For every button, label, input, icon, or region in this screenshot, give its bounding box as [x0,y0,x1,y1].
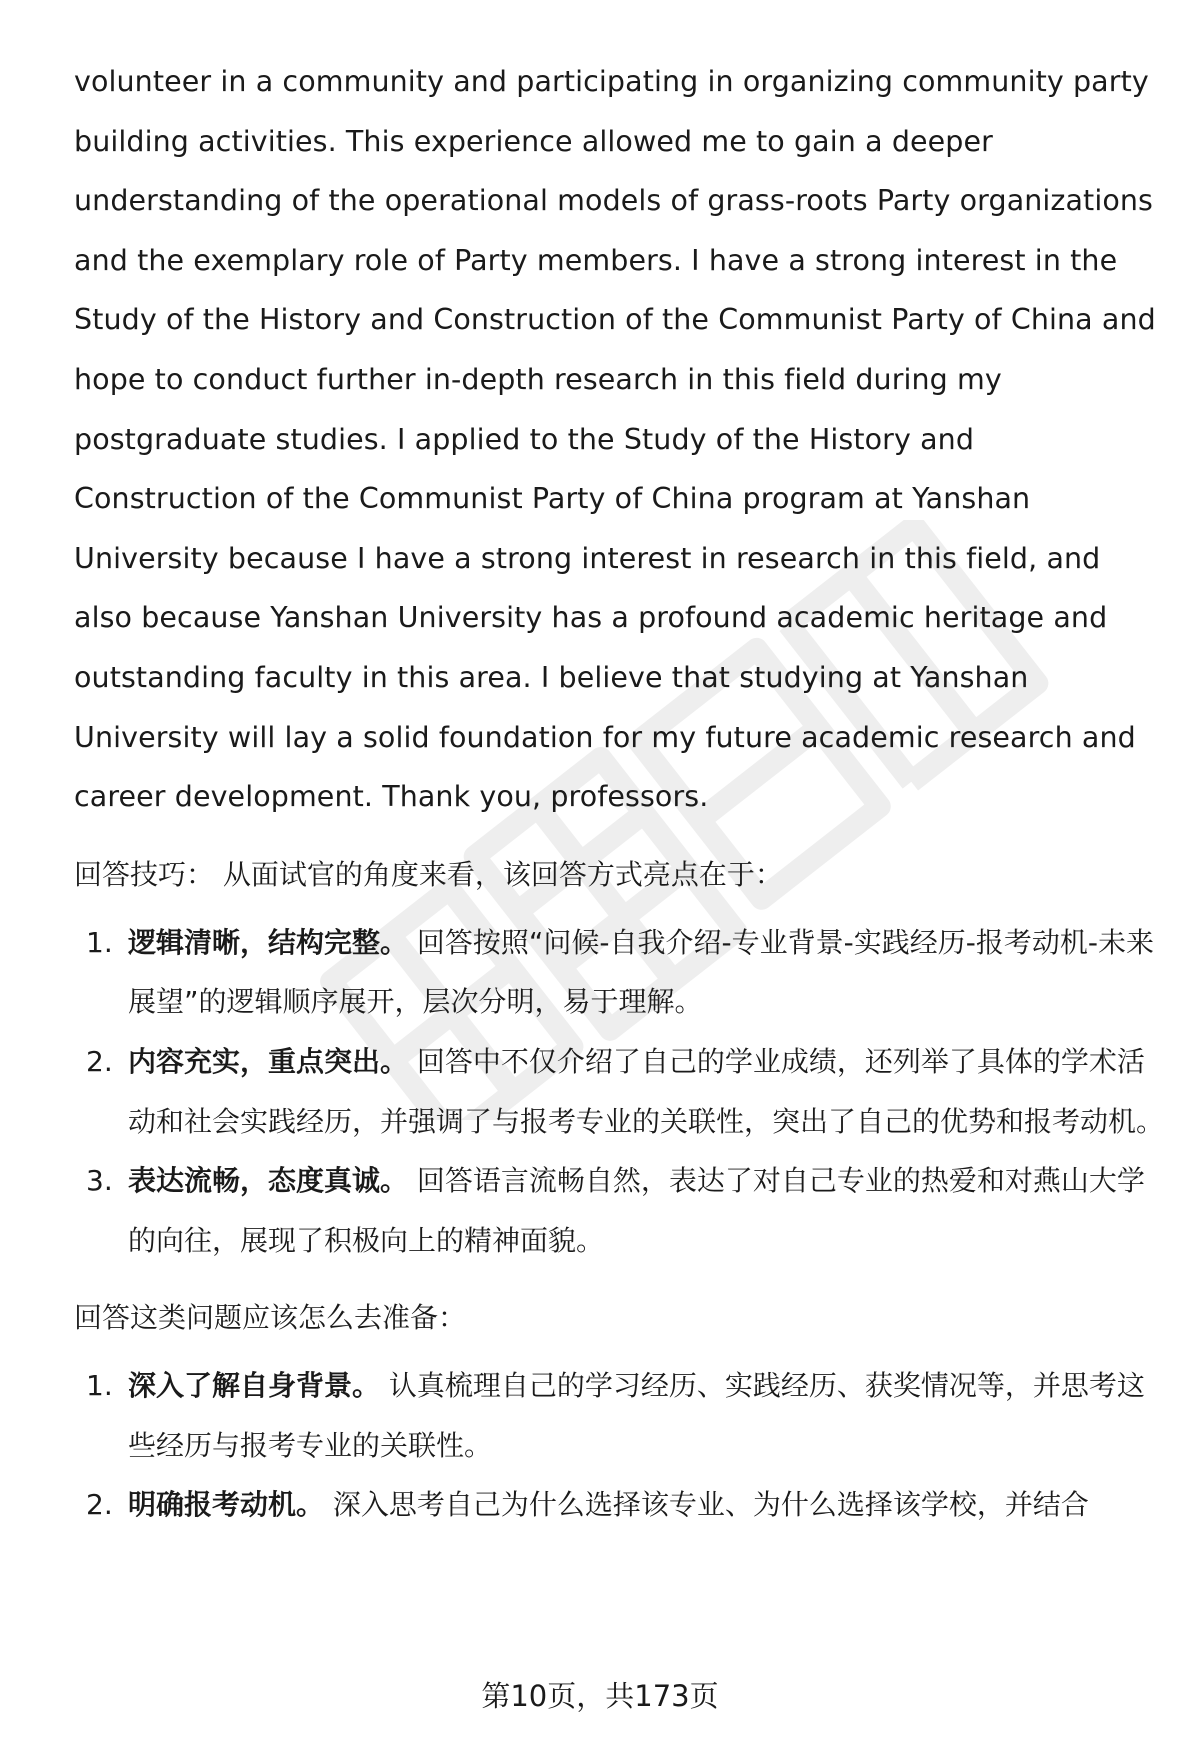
list-item-bold: 逻辑清晰，结构完整。 [128,925,409,959]
list-item-bold: 明确报考动机。 [128,1488,325,1522]
page-footer: 第10页，共173页 [481,1679,719,1713]
list-item [74,1475,1164,1535]
list-number: 2. [86,1488,113,1522]
list-item-text: 深入思考自己为什么选择该专业、为什么选择该学校，并结合 [324,1488,1089,1522]
list-item [74,1151,1164,1270]
tips-heading: 回答技巧： 从面试官的角度来看，该回答方式亮点在于： [74,857,783,891]
list-item [74,1356,1164,1475]
list-item-text: 回答中不仅介绍了自己的学业成绩，还列举了具体的学术活动和社会实践经历，并强调了与报考专业的关联性，突出了自己的优势和报考动机。 [128,1044,1165,1138]
tips-list [74,913,1164,1271]
list-item-text: 回答按照“问候-自我介绍-专业背景-实践经历-报考动机-未来展望”的逻辑顺序展开，层次分明，易于理解。 [128,925,1154,1019]
prep-list [74,1356,1164,1535]
list-item-bold: 表达流畅，态度真诚。 [128,1164,409,1198]
list-item-bold: 深入了解自身背景。 [128,1369,381,1403]
list-number: 1. [86,1369,113,1403]
list-item [74,1032,1164,1151]
english-answer-paragraph: volunteer in a community and participating in organizing community party building activities. This experience allowed me to gain a deeper understanding of the operational models of grass-roots Party organizations and the exemplary role of Party members. I have a strong interest in the Study of the History and Construction of the Communist Party of China and hope to conduct further in-depth research in this field during my postgraduate studies. I applied to the Study of the History and Construction of the Communist Party of China program at Yanshan University because I have a strong interest in research in this field, and also because Yanshan University has a profound academic heritage and outstanding faculty in this area. I believe that studying at Yanshan University will lay a solid foundation for my future academic research and career development. Thank you, professors. [74,65,1156,814]
page-content [74,52,1164,1535]
list-item-text: 回答语言流畅自然，表达了对自己专业的热爱和对燕山大学的向往，展现了积极向上的精神面貌。 [128,1164,1145,1257]
list-number: 3. [86,1164,113,1198]
list-item [74,913,1164,1032]
list-item-bold: 内容充实，重点突出。 [128,1044,409,1078]
list-number: 2. [86,1044,113,1078]
list-number: 1. [86,925,113,959]
list-item-text: 认真梳理自己的学习经历、实践经历、获奖情况等，并思考这些经历与报考专业的关联性。 [128,1369,1145,1462]
prep-heading: 回答这类问题应该怎么去准备： [74,1301,467,1335]
